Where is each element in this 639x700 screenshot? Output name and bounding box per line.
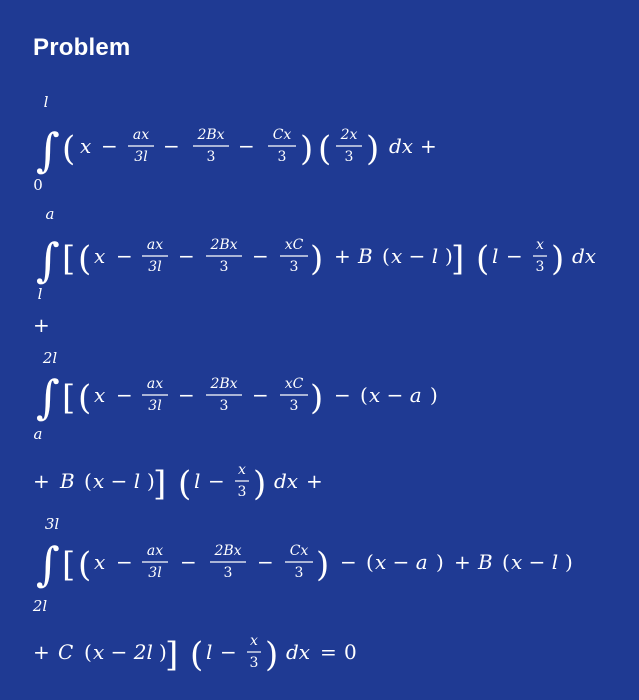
denominator: 3 <box>249 655 259 671</box>
integral-sign: ∫ <box>36 537 60 591</box>
open-paren: ( <box>382 244 390 268</box>
close-paren: ) <box>430 383 438 407</box>
close-paren: ) <box>310 378 324 418</box>
equals-sign: = <box>320 640 337 664</box>
close-paren: ) <box>565 550 573 574</box>
coefficient: B <box>358 244 373 268</box>
denominator: 3 <box>206 149 216 165</box>
open-bracket: [ <box>62 378 76 418</box>
numerator: x <box>238 462 246 478</box>
minus-sign: − <box>340 550 357 574</box>
minus-sign: − <box>180 550 197 574</box>
open-paren: ( <box>84 469 92 493</box>
fraction <box>336 127 362 165</box>
fraction <box>206 237 242 275</box>
close-paren: ) <box>551 239 565 279</box>
denominator: 3l <box>148 259 162 275</box>
close-paren: ) <box>265 635 279 675</box>
open-paren: ( <box>366 550 374 574</box>
integral-sign: ∫ <box>36 123 60 177</box>
differential: dx <box>286 640 311 664</box>
numerator: Cx <box>289 543 309 559</box>
integral-sign: ∫ <box>36 370 60 424</box>
minus-sign: − <box>334 383 351 407</box>
denominator: 3 <box>219 398 229 414</box>
variable: x <box>94 550 106 574</box>
fraction <box>142 237 168 275</box>
open-paren: ( <box>502 550 510 574</box>
integral-term-3 <box>34 349 438 443</box>
minus-sign: − <box>163 134 180 158</box>
fraction <box>128 127 154 165</box>
numerator: 2x <box>340 127 358 143</box>
lower-limit: a <box>33 425 43 443</box>
minus-sign: − <box>252 244 269 268</box>
open-paren: ( <box>190 635 204 675</box>
upper-limit: 3l <box>44 515 60 533</box>
minus-sign: − <box>238 134 255 158</box>
denominator: 3l <box>134 149 148 165</box>
variable: x <box>94 383 106 407</box>
inner-expression: x − 2l <box>93 640 153 664</box>
close-paren: ) <box>445 244 453 268</box>
open-paren: ( <box>178 464 192 504</box>
minus-sign: − <box>101 134 118 158</box>
fraction <box>142 543 168 581</box>
denominator: 3 <box>535 259 545 275</box>
numerator: Cx <box>272 127 292 143</box>
coefficient: B <box>60 469 75 493</box>
open-paren: ( <box>360 383 368 407</box>
close-paren: ) <box>366 129 380 169</box>
open-paren: ( <box>78 378 92 418</box>
fraction <box>206 376 242 414</box>
page-title: Problem <box>33 34 131 61</box>
open-bracket: [ <box>62 545 76 585</box>
open-paren: ( <box>84 640 92 664</box>
denominator: 3 <box>223 565 233 581</box>
close-bracket: ] <box>165 635 179 675</box>
fraction <box>235 462 249 500</box>
variable: l <box>194 469 201 493</box>
open-paren: ( <box>476 239 490 279</box>
coefficient: B <box>478 550 493 574</box>
denominator: 3 <box>277 149 287 165</box>
close-paren: ) <box>300 129 314 169</box>
numerator: 2Bx <box>214 543 242 559</box>
denominator: 3 <box>344 149 354 165</box>
inner-expression: x − l <box>391 244 439 268</box>
fraction <box>142 376 168 414</box>
close-paren: ) <box>310 239 324 279</box>
fraction <box>285 543 313 581</box>
fraction <box>268 127 296 165</box>
fraction <box>193 127 229 165</box>
close-paren: ) <box>147 469 155 493</box>
upper-limit: l <box>43 93 49 111</box>
numerator: ax <box>146 237 164 253</box>
minus-sign: − <box>220 640 237 664</box>
denominator: 3 <box>219 259 229 275</box>
denominator: 3 <box>237 484 247 500</box>
variable: l <box>206 640 213 664</box>
lower-limit: 0 <box>33 176 43 194</box>
zero: 0 <box>344 640 357 664</box>
plus-sign: + <box>306 469 323 493</box>
plus-sign: + <box>33 313 50 337</box>
upper-limit: 2l <box>42 349 58 367</box>
denominator: 3l <box>148 398 162 414</box>
numerator: xC <box>284 237 304 253</box>
denominator: 3l <box>148 565 162 581</box>
close-paren: ) <box>436 550 444 574</box>
minus-sign: − <box>116 244 133 268</box>
minus-sign: − <box>116 383 133 407</box>
numerator: 2Bx <box>197 127 225 143</box>
minus-sign: − <box>257 550 274 574</box>
integral-sign: ∫ <box>36 233 60 287</box>
variable: l <box>492 244 499 268</box>
open-paren: ( <box>78 545 92 585</box>
fraction <box>280 237 308 275</box>
plus-sign: + <box>33 469 50 493</box>
denominator: 3 <box>289 259 299 275</box>
continuation-term-4 <box>33 633 357 675</box>
fraction <box>280 376 308 414</box>
lower-limit: l <box>37 285 43 303</box>
close-bracket: ] <box>153 464 167 504</box>
lower-limit: 2l <box>32 597 48 615</box>
inner-expression: x − l <box>511 550 559 574</box>
integral-term-2 <box>36 205 596 303</box>
integral-term-1 <box>33 93 437 194</box>
minus-sign: − <box>178 244 195 268</box>
numerator: 2Bx <box>210 237 238 253</box>
numerator: ax <box>132 127 150 143</box>
numerator: ax <box>146 543 164 559</box>
open-paren: ( <box>78 239 92 279</box>
upper-limit: a <box>45 205 55 223</box>
close-paren: ) <box>159 640 167 664</box>
minus-sign: − <box>506 244 523 268</box>
coefficient: C <box>58 640 74 664</box>
open-paren: ( <box>318 129 332 169</box>
continuation-term-3 <box>33 462 323 504</box>
open-bracket: [ <box>62 239 76 279</box>
numerator: ax <box>146 376 164 392</box>
inner-expression: x − a <box>369 383 422 407</box>
minus-sign: − <box>208 469 225 493</box>
open-paren: ( <box>62 129 76 169</box>
differential: dx <box>572 244 597 268</box>
integral-term-4 <box>32 515 573 615</box>
variable: x <box>80 134 92 158</box>
differential: dx <box>274 469 299 493</box>
minus-sign: − <box>252 383 269 407</box>
minus-sign: − <box>178 383 195 407</box>
plus-sign: + <box>454 550 471 574</box>
close-paren: ) <box>253 464 267 504</box>
plus-sign: + <box>33 640 50 664</box>
fraction <box>247 633 261 671</box>
fraction <box>210 543 246 581</box>
inner-expression: x − a <box>375 550 428 574</box>
denominator: 3 <box>289 398 299 414</box>
numerator: 2Bx <box>210 376 238 392</box>
minus-sign: − <box>116 550 133 574</box>
close-paren: ) <box>316 545 330 585</box>
plus-sign: + <box>334 244 351 268</box>
numerator: x <box>536 237 544 253</box>
close-bracket: ] <box>451 239 465 279</box>
denominator: 3 <box>294 565 304 581</box>
inner-expression: x − l <box>93 469 141 493</box>
plus-sign: + <box>420 134 437 158</box>
numerator: x <box>250 633 258 649</box>
numerator: xC <box>284 376 304 392</box>
variable: x <box>94 244 106 268</box>
differential: dx <box>389 134 414 158</box>
fraction <box>533 237 547 275</box>
